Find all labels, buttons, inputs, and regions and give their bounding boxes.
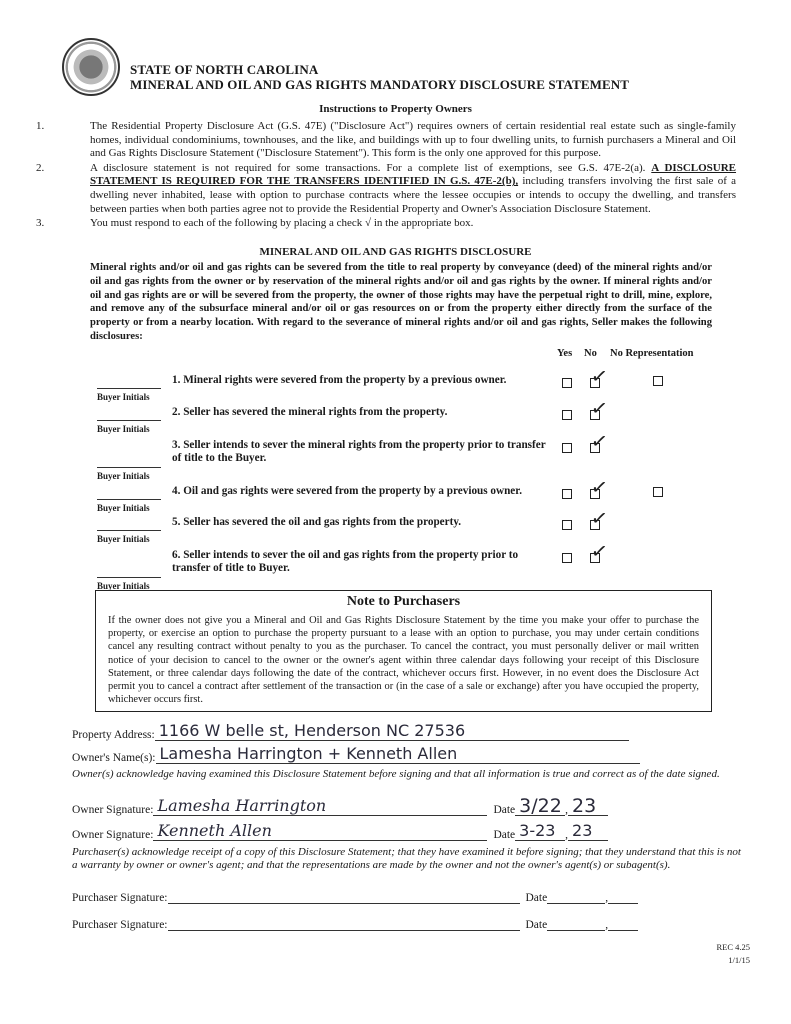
buyer-initials bbox=[97, 459, 161, 481]
purchaser-acknowledgment: Purchaser(s) acknowledge receipt of a copy of this Disclosure Statement; that they have examined it before signing; that they understand that this is not a warranty by owner or owner's agent; and that the representations are made by the owner and not the owner's agent(s) or subagent(s). bbox=[72, 846, 741, 871]
yes-checkbox[interactable] bbox=[562, 378, 572, 388]
col-yes: Yes bbox=[557, 348, 573, 359]
item-text-part: including transfers involving the first sale of a dwelling never inhabited, lease with option to purchase contracts where the lessee occupies or intends to occupy the dwelling, and transfers between parties when both parties agree not to provide the Residential Property and Owner's Association Disclosure Statement. bbox=[90, 175, 736, 215]
buyer-initials-input[interactable] bbox=[97, 459, 161, 468]
instruction-item bbox=[36, 120, 736, 161]
purchaser-signature-1: Purchaser Signature: Date , bbox=[72, 892, 638, 904]
buyer-initials bbox=[97, 569, 161, 591]
question-text: 4. Oil and gas rights were severed from the property by a previous owner. bbox=[172, 485, 523, 497]
buyer-initials-label: Buyer Initials bbox=[97, 534, 150, 544]
buyer-initials bbox=[97, 491, 161, 513]
owner-acknowledgment: Owner(s) acknowledge having examined this Disclosure Statement before signing and that all information is true and correct as of the date signed. bbox=[72, 768, 720, 780]
buyer-initials-input[interactable] bbox=[97, 491, 161, 500]
yes-checkbox[interactable] bbox=[562, 443, 572, 453]
checkmark-icon: ✓ bbox=[589, 537, 610, 565]
buyer-initials-label: Buyer Initials bbox=[97, 392, 150, 402]
address-input[interactable]: 1166 W belle st, Henderson NC 27536 bbox=[155, 722, 629, 741]
disclosure-question-row bbox=[97, 394, 777, 442]
note-to-purchasers bbox=[95, 590, 712, 712]
owners-input[interactable]: Lamesha Harrington + Kenneth Allen bbox=[156, 745, 640, 764]
owner-signature-label: Owner Signature: bbox=[72, 804, 154, 816]
property-address-field bbox=[72, 722, 629, 741]
yes-checkbox[interactable] bbox=[562, 489, 572, 499]
purchaser-1-year-input[interactable] bbox=[608, 903, 638, 904]
purchaser-signature-label: Purchaser Signature: bbox=[72, 919, 168, 931]
question-text: 1. Mineral rights were severed from the property by a previous owner. bbox=[172, 374, 507, 386]
disclosure-question-row bbox=[97, 504, 777, 552]
buyer-initials-label: Buyer Initials bbox=[97, 503, 150, 513]
purchaser-signature-2: Purchaser Signature: Date , bbox=[72, 919, 638, 931]
yes-checkbox[interactable] bbox=[562, 553, 572, 563]
date-label: Date bbox=[525, 892, 548, 904]
address-label: Property Address: bbox=[72, 729, 155, 741]
owner-2-year-input[interactable]: 23 bbox=[568, 822, 608, 841]
checkmark-icon: ✓ bbox=[589, 362, 610, 390]
revision-date: 1/1/15 bbox=[728, 955, 750, 965]
owner-2-date-input[interactable]: 3-23 bbox=[515, 822, 565, 841]
owner-signature-2-input[interactable]: Kenneth Allen bbox=[153, 822, 487, 841]
buyer-initials-input[interactable] bbox=[97, 412, 161, 421]
disclosure-paragraph: Mineral rights and/or oil and gas rights can be severed from the title to real property by conveyance (deed) of the mineral rights and/or oil and gas rights from the owner or by reservation of the mineral rights and/or oil and gas rights by the owner. If mineral rights and/or oil and gas rights are or will be severed from the property, the owner of those rights may have the perpetual right to drill, mine, explore, and remove any of the subsurface mineral and/or oil or gas resources on or from the property either directly from the surface of the property or from a nearby location. With regard to the severance of mineral rights and/or oil and gas rights, Seller makes the following disclosures: bbox=[90, 262, 712, 342]
question-text: 6. Seller intends to sever the oil and gas rights from the property prior to transfer of title to Buyer. bbox=[172, 549, 519, 574]
purchaser-2-year-input[interactable] bbox=[608, 930, 638, 931]
disclosure-heading: MINERAL AND OIL AND GAS RIGHTS DISCLOSURE bbox=[259, 246, 532, 258]
buyer-initials bbox=[97, 380, 161, 402]
instructions-list bbox=[36, 120, 736, 232]
item-text: You must respond to each of the following by placing a check √ in the appropriate box. bbox=[90, 217, 474, 230]
purchaser-signature-2-input[interactable] bbox=[168, 930, 520, 931]
question-text: 5. Seller has severed the oil and gas rights from the property. bbox=[172, 516, 462, 528]
owners-label: Owner's Name(s): bbox=[72, 752, 156, 764]
owner-signature-1: Owner Signature: Lamesha Harrington Date 3/22 , 23 bbox=[72, 797, 608, 816]
buyer-initials-label: Buyer Initials bbox=[97, 471, 150, 481]
note-text: If the owner does not give you a Mineral and Oil and Gas Rights Disclosure Statement by the time you make your offer to purchase the property, or exercise an option to purchase the property pursuant to a lease with an option to purchase, you may under certain conditions cancel any resulting contract without penalty to you as the purchaser. To cancel the contract, you must personally deliver or mail written notice of your decision to cancel to the owner or the owner's agent within three calendar days following your receipt of this Disclosure Statement, or three calendar days following the date of the contract, whichever occurs first. However, in no event does the Disclosure Act permit you to cancel a contract after settlement of the transaction or (in the case of a sale or exchange) after you have occupied the property, whichever occurs first. bbox=[108, 615, 699, 706]
item-text-part: A disclosure statement is not required for some transactions. For a complete list of exemptions, see G.S. 47E-2(a). bbox=[90, 161, 652, 174]
purchaser-1-date-input[interactable] bbox=[547, 903, 605, 904]
form-number: REC 4.25 bbox=[716, 942, 750, 952]
state-seal-icon bbox=[62, 38, 120, 96]
owner-signature-label: Owner Signature: bbox=[72, 829, 154, 841]
owner-1-date-input[interactable]: 3/22 bbox=[515, 797, 565, 816]
checkmark-icon: ✓ bbox=[589, 394, 610, 422]
purchaser-signature-1-input[interactable] bbox=[168, 903, 520, 904]
item-number: 2. bbox=[36, 161, 45, 174]
disclosure-question-row bbox=[97, 537, 777, 591]
date-label: Date bbox=[493, 804, 516, 816]
buyer-initials-input[interactable] bbox=[97, 380, 161, 389]
date-label: Date bbox=[493, 829, 516, 841]
owner-1-year-input[interactable]: 23 bbox=[568, 797, 608, 816]
no-representation-checkbox[interactable] bbox=[653, 376, 663, 386]
note-heading: Note to Purchasers bbox=[346, 594, 461, 609]
buyer-initials-label: Buyer Initials bbox=[97, 424, 150, 434]
disclosure-question-row bbox=[97, 362, 777, 410]
instructions-heading: Instructions to Property Owners bbox=[319, 103, 472, 115]
question-text: 3. Seller intends to sever the mineral rights from the property prior to transfer of title to the Buyer. bbox=[172, 439, 546, 464]
owner-signature-2: Owner Signature: Kenneth Allen Date 3-23 , 23 bbox=[72, 822, 608, 841]
document-title: MINERAL AND OIL AND GAS RIGHTS MANDATORY DISCLOSURE STATEMENT bbox=[130, 77, 630, 92]
checkmark-icon: ✓ bbox=[589, 427, 610, 455]
buyer-initials-input[interactable] bbox=[97, 569, 161, 578]
owners-name-field bbox=[72, 745, 640, 764]
col-no: No bbox=[584, 348, 597, 359]
buyer-initials bbox=[97, 412, 161, 434]
checkmark-icon: ✓ bbox=[589, 504, 610, 532]
item-text bbox=[90, 162, 736, 216]
col-no-representation: No Representation bbox=[610, 348, 694, 359]
disclosure-question-row bbox=[97, 427, 777, 481]
buyer-initials-label: Buyer Initials bbox=[97, 581, 150, 591]
instruction-item bbox=[36, 162, 736, 216]
item-text: The Residential Property Disclosure Act (G.S. 47E) ("Disclosure Act") requires owners of certain residential real estate such as single-family homes, individual condominiums, townhouses, and the like, and buildings with up to four dwelling units, to furnish purchasers a Mineral and Oil and Gas Rights Disclosure Statement ("Disclosure Statement"). This form is the only one approved for this purpose. bbox=[90, 120, 736, 160]
owner-signature-1-input[interactable]: Lamesha Harrington bbox=[153, 797, 487, 816]
purchaser-signature-label: Purchaser Signature: bbox=[72, 892, 168, 904]
item-number: 3. bbox=[36, 217, 45, 230]
yes-checkbox[interactable] bbox=[562, 410, 572, 420]
date-label: Date bbox=[525, 919, 548, 931]
buyer-initials-input[interactable] bbox=[97, 522, 161, 531]
instruction-item bbox=[36, 217, 736, 231]
item-number: 1. bbox=[36, 120, 45, 132]
item-text-emphasis: A DISCLOSURE STATEMENT IS REQUIRED FOR THE TRANSFERS IDENTIFIED IN G.S. 47E-2(b), bbox=[90, 161, 737, 188]
checkmark-icon: ✓ bbox=[589, 473, 610, 501]
no-representation-checkbox[interactable] bbox=[653, 487, 663, 497]
purchaser-2-date-input[interactable] bbox=[547, 930, 605, 931]
yes-checkbox[interactable] bbox=[562, 520, 572, 530]
state-name: STATE OF NORTH CAROLINA bbox=[130, 62, 319, 77]
question-text: 2. Seller has severed the mineral rights from the property. bbox=[172, 406, 448, 418]
buyer-initials bbox=[97, 522, 161, 544]
